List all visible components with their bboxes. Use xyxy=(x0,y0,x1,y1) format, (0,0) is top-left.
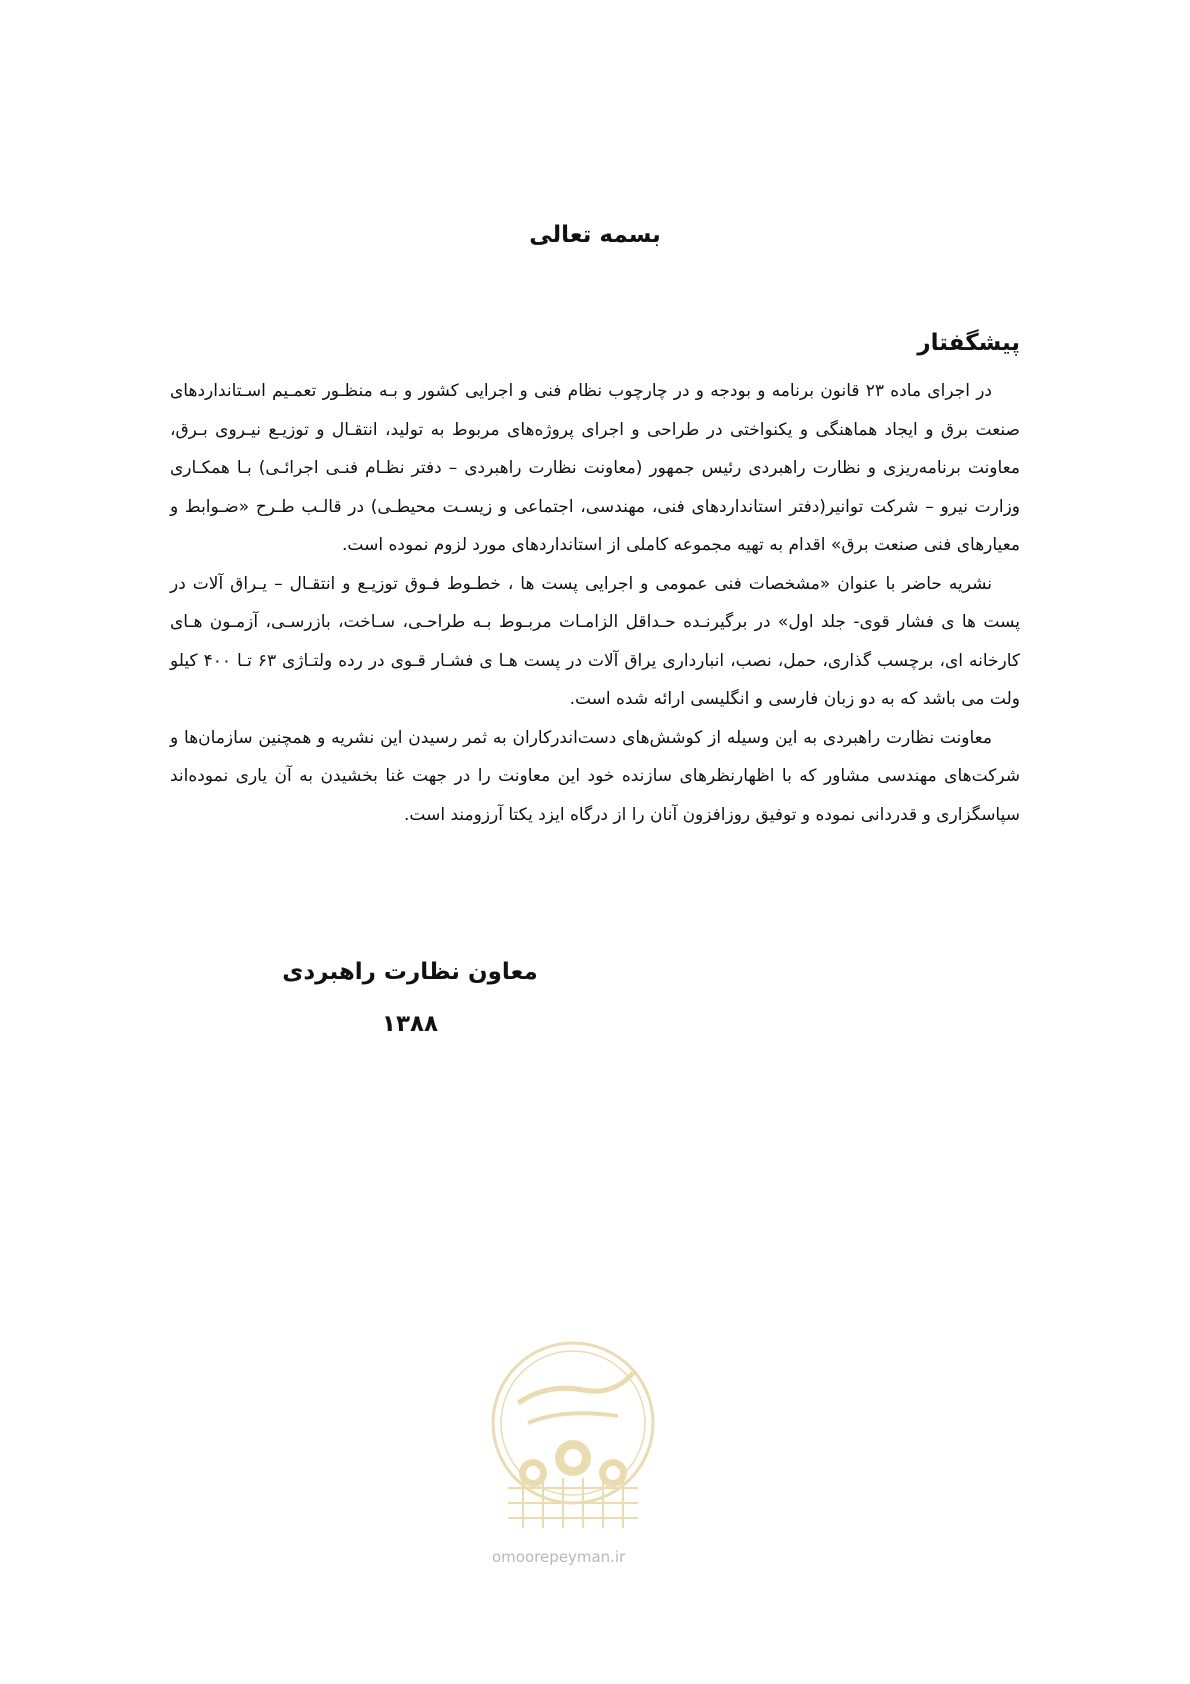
signature-year: ۱۳۸۸ xyxy=(381,1011,439,1037)
section-title: پیشگفتار xyxy=(917,330,1020,356)
preface-body xyxy=(170,372,1020,834)
paragraph-2: نشریه حاضر با عنوان «مشخصات فنی عمومی و اجرایی پست ها ، خطـوط فـوق توزیـع و انتقـال – یـراق آلات در پست ها ی فشار قوی- جلد اول» در برگیرنـده حـداقل الزامـات مربـوط بـه طراحـی، سـاخت، بازرسـی، آزمـون هـای کارخانه ای، برچسب گذاری، حمل، نصب، انبارداری یراق آلات در پست هـا ی فشـار قـوی در رده ولتـاژی ۶۳ تـا ۴۰۰ کیلو ولت می باشد که به دو زبان فارسی و انگلیسی ارائه شده است. xyxy=(170,573,1020,709)
paragraph-3: معاونت نظارت راهبردی به این وسیله از کوشش‌های دست‌اندرکاران به ثمر رسیدن این نشریه و همچنین سازمان‌ها و شرکت‌های مهندسی مشاور که با اظهارنظرهای سازنده خود این معاونت را در جهت غنا بخشیدن به آن یاری نموده‌اند سپاسگزاری و قدردانی نموده و توفیق روزافزون آنان را از درگاه ایزد یکتا آرزومند است. xyxy=(170,727,1020,825)
invocation-heading: بسمه تعالی xyxy=(529,222,661,248)
signature-block xyxy=(260,946,560,1050)
signature-title: معاون نظارت راهبردی xyxy=(282,959,538,985)
paragraph-1: در اجرای ماده ۲۳ قانون برنامه و بودجه و در چارچوب نظام فنی و اجرایی کشور و بـه منظـور تعمـیم اسـتانداردهای صنعت برق و ایجاد هماهنگی و یکنواختی در طراحی و اجرای پروژه‌های مربوط به تولید، انتقـال و توزیـع نیـروی بـرق، معاونت برنامه‌ریزی و نظارت راهبردی رئیس جمهور (معاونت نظارت راهبردی – دفتر نظـام فنـی اجرائـی) بـا همکـاری وزارت نیرو – شرکت توانیر(دفتر استانداردهای فنی، مهندسی، اجتماعی و زیسـت محیطـی) در قالـب طـرح «ضـوابط و معیارهای فنی صنعت برق» اقدام به تهیه مجموعه کاملی از استانداردهای مورد لزوم نموده است. xyxy=(170,381,1020,555)
omoorepeyman-logo-icon xyxy=(488,1328,658,1538)
watermark-url: omoorepeyman.ir xyxy=(492,1548,626,1566)
